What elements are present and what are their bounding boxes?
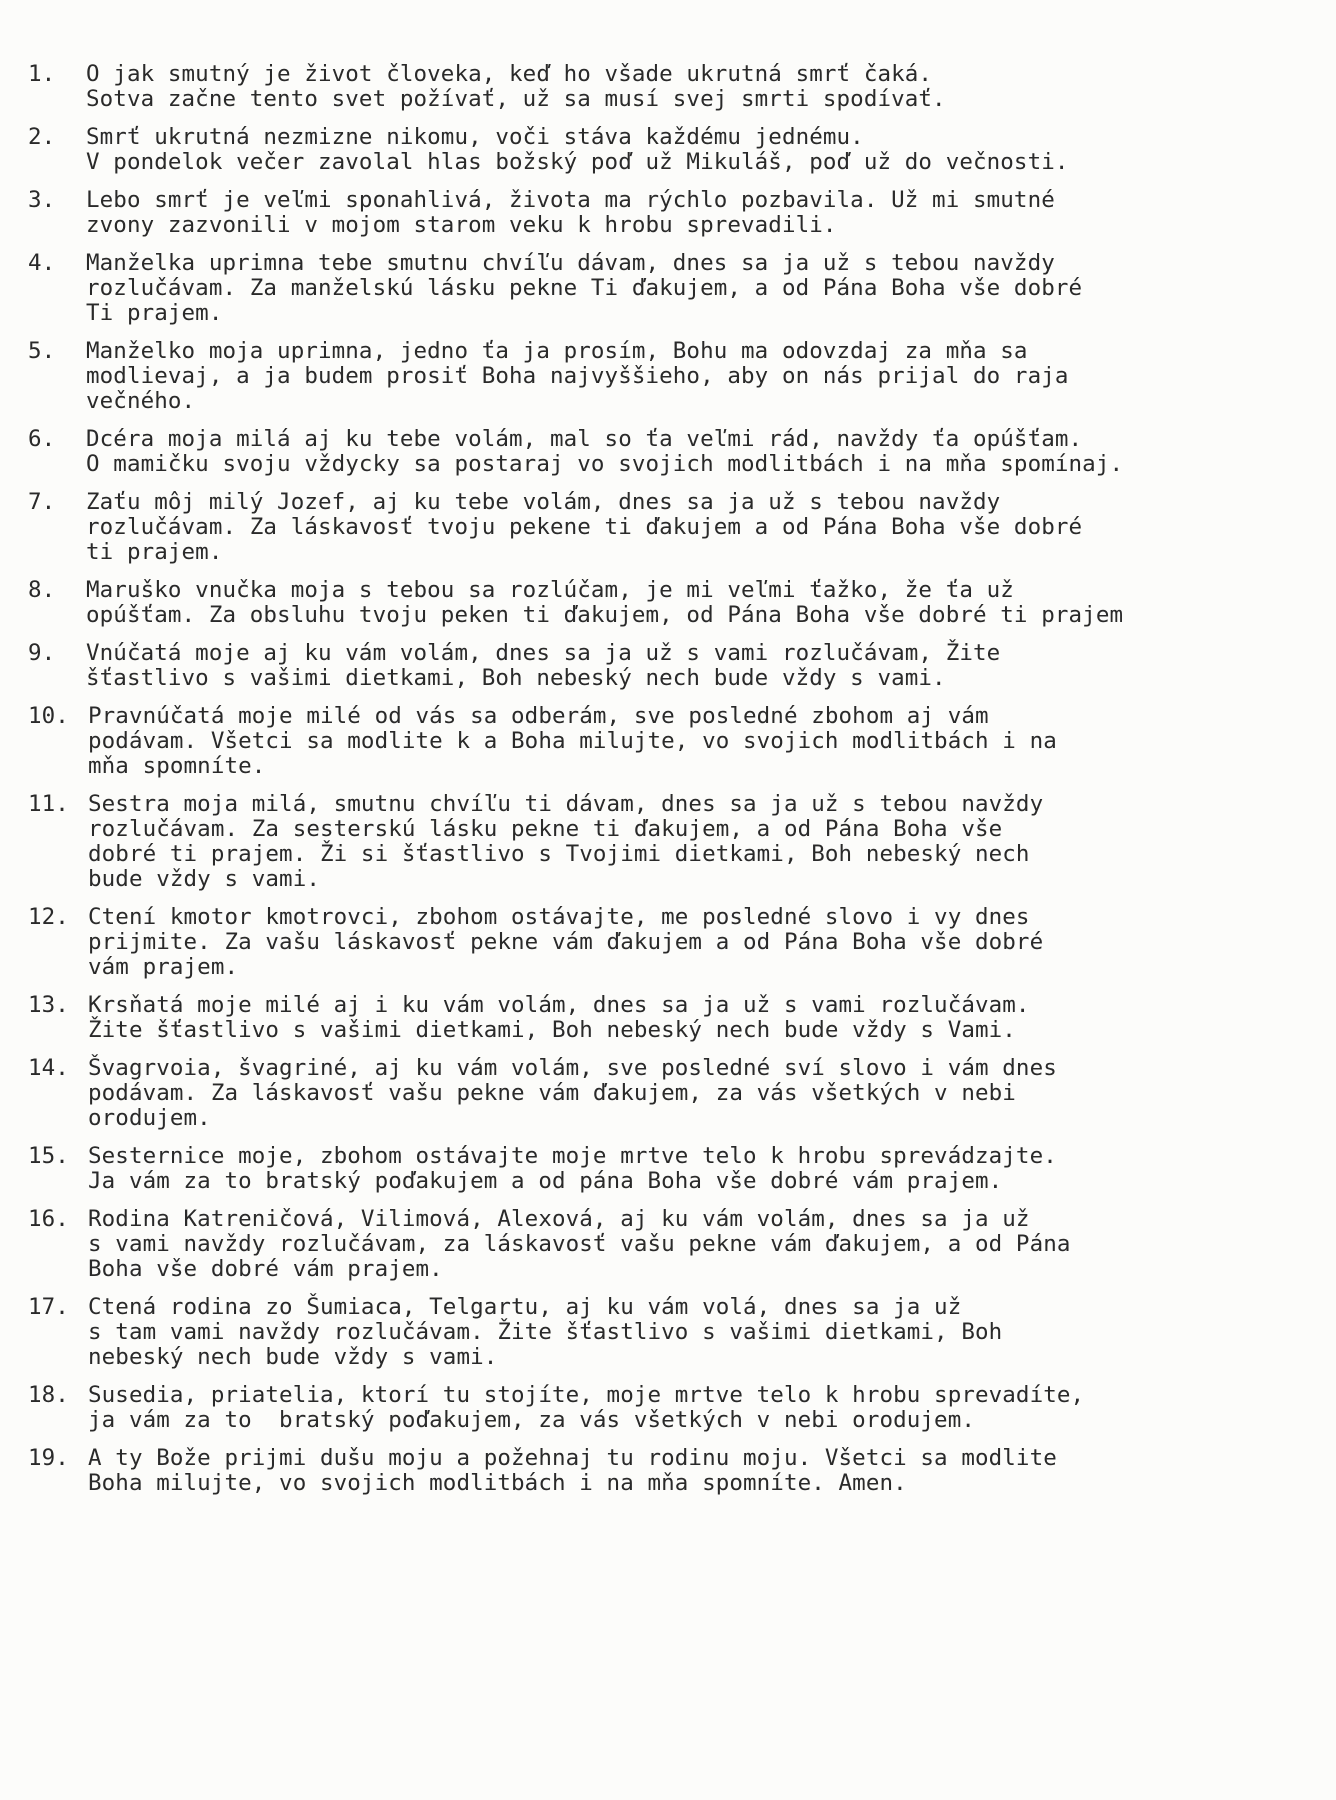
verse-line: Dcéra moja milá aj ku tebe volám, mal so ťa veľmi rád, navždy ťa opúšťam.: [86, 426, 1083, 452]
verse-line: Zaťu môj milý Jozef, aj ku tebe volám, dnes sa ja už s tebou navždy: [86, 489, 1001, 515]
verse-item: [28, 125, 1328, 175]
verse-number: 6.: [28, 426, 56, 452]
verse-line: Sesternice moje, zbohom ostávajte moje mrtve telo k hrobu sprevádzajte.: [88, 1143, 1057, 1169]
verse-line: Smrť ukrutná nezmizne nikomu, voči stáva každému jednému.: [86, 124, 864, 150]
verse-list: [28, 62, 1328, 1509]
verse-item: [28, 188, 1328, 238]
verse-number: 11.: [28, 791, 69, 817]
verse-line: nebeský nech bude vždy s vami.: [88, 1344, 498, 1370]
verse-line: s vami navždy rozlučávam, za láskavosť vašu pekne vám ďakujem, a od Pána: [88, 1231, 1071, 1257]
verse-line: podávam. Všetci sa modlite k a Boha milujte, vo svojich modlitbách i na: [88, 728, 1057, 754]
verse-line: zvony zazvonili v mojom starom veku k hrobu sprevadili.: [86, 212, 837, 238]
verse-line: O mamičku svoju vždycky sa postaraj vo svojich modlitbách i na mňa spomínaj.: [86, 451, 1124, 477]
verse-number: 9.: [28, 640, 56, 666]
verse-item: [28, 578, 1328, 628]
verse-number: 10.: [28, 703, 69, 729]
verse-number: 2.: [28, 124, 56, 150]
verse-line: modlievaj, a ja budem prosiť Boha najvyššieho, aby on nás prijal do raja: [86, 363, 1069, 389]
verse-line: Vnúčatá moje aj ku vám volám, dnes sa ja už s vami rozlučávam, Žite: [86, 640, 1001, 666]
verse-item: [28, 490, 1328, 565]
verse-line: rozlučávam. Za sesterskú lásku pekne ti ďakujem, a od Pána Boha vše: [88, 816, 1003, 842]
verse-number: 14.: [28, 1055, 69, 1081]
verse-line: s tam vami navždy rozlučávam. Žite šťastlivo s vašimi dietkami, Boh: [88, 1319, 1003, 1345]
verse-line: opúšťam. Za obsluhu tvoju peken ti ďakujem, od Pána Boha vše dobré ti prajem: [86, 602, 1124, 628]
verse-number: 17.: [28, 1294, 69, 1320]
verse-line: Ti prajem.: [86, 300, 223, 326]
verse-item: [28, 339, 1328, 414]
verse-line: Švagrvoia, švagriné, aj ku vám volám, sve posledné sví slovo i vám dnes: [88, 1055, 1057, 1081]
verse-item: [28, 251, 1328, 326]
verse-line: orodujem.: [88, 1105, 211, 1131]
verse-line: Susedia, priatelia, ktorí tu stojíte, moje mrtve telo k hrobu sprevadíte,: [88, 1382, 1085, 1408]
verse-item: [28, 792, 1328, 892]
verse-line: Rodina Katreničová, Vilimová, Alexová, aj ku vám volám, dnes sa ja už: [88, 1206, 1030, 1232]
verse-line: dobré ti prajem. Ži si šťastlivo s Tvojimi dietkami, Boh nebeský nech: [88, 841, 1030, 867]
verse-number: 3.: [28, 187, 56, 213]
verse-item: [28, 427, 1328, 477]
verse-line: Boha vše dobré vám prajem.: [88, 1256, 443, 1282]
verse-item: [28, 905, 1328, 980]
verse-line: Ctení kmotor kmotrovci, zbohom ostávajte, me posledné slovo i vy dnes: [88, 904, 1030, 930]
verse-line: Sestra moja milá, smutnu chvíľu ti dávam, dnes sa ja už s tebou navždy: [88, 791, 1044, 817]
verse-line: Maruško vnučka moja s tebou sa rozlúčam, je mi veľmi ťažko, že ťa už: [86, 577, 1014, 603]
verse-number: 1.: [28, 61, 56, 87]
verse-item: [28, 1207, 1328, 1282]
verse-number: 13.: [28, 992, 69, 1018]
verse-number: 7.: [28, 489, 56, 515]
verse-line: ti prajem.: [86, 539, 223, 565]
verse-item: [28, 704, 1328, 779]
verse-number: 8.: [28, 577, 56, 603]
verse-line: večného.: [86, 388, 196, 414]
verse-number: 19.: [28, 1445, 69, 1471]
verse-item: [28, 1144, 1328, 1194]
verse-item: [28, 641, 1328, 691]
verse-line: A ty Bože prijmi dušu moju a požehnaj tu rodinu moju. Všetci sa modlite: [88, 1445, 1057, 1471]
verse-line: mňa spomníte.: [88, 753, 266, 779]
verse-number: 15.: [28, 1143, 69, 1169]
verse-line: O jak smutný je život človeka, keď ho všade ukrutná smrť čaká.: [86, 61, 933, 87]
verse-number: 18.: [28, 1382, 69, 1408]
verse-number: 5.: [28, 338, 56, 364]
verse-line: Manželko moja uprimna, jedno ťa ja prosím, Bohu ma odovzdaj za mňa sa: [86, 338, 1028, 364]
verse-line: Krsňatá moje milé aj i ku vám volám, dnes sa ja už s vami rozlučávam.: [88, 992, 1030, 1018]
verse-number: 12.: [28, 904, 69, 930]
verse-line: podávam. Za láskavosť vašu pekne vám ďakujem, za vás všetkých v nebi: [88, 1080, 1016, 1106]
verse-line: Ja vám za to bratský poďakujem a od pána Boha vše dobré vám prajem.: [88, 1168, 1003, 1194]
verse-item: [28, 993, 1328, 1043]
verse-item: [28, 62, 1328, 112]
verse-line: Boha milujte, vo svojich modlitbách i na mňa spomníte. Amen.: [88, 1470, 907, 1496]
verse-number: 4.: [28, 250, 56, 276]
verse-line: vám prajem.: [88, 954, 239, 980]
verse-line: rozlučávam. Za manželskú lásku pekne Ti ďakujem, a od Pána Boha vše dobré: [86, 275, 1083, 301]
verse-item: [28, 1295, 1328, 1370]
verse-line: Žite šťastlivo s vašimi dietkami, Boh nebeský nech bude vždy s Vami.: [88, 1017, 1016, 1043]
verse-number: 16.: [28, 1206, 69, 1232]
verse-line: Manželka uprimna tebe smutnu chvíľu dávam, dnes sa ja už s tebou navždy: [86, 250, 1055, 276]
verse-line: rozlučávam. Za láskavosť tvoju pekene ti ďakujem a od Pána Boha vše dobré: [86, 514, 1083, 540]
verse-item: [28, 1446, 1328, 1496]
verse-line: Lebo smrť je veľmi sponahlivá, života ma rýchlo pozbavila. Už mi smutné: [86, 187, 1055, 213]
verse-line: Pravnúčatá moje milé od vás sa odberám, sve posledné zbohom aj vám: [88, 703, 989, 729]
verse-item: [28, 1383, 1328, 1433]
verse-line: ja vám za to bratský poďakujem, za vás všetkých v nebi orodujem.: [88, 1407, 975, 1433]
verse-line: V pondelok večer zavolal hlas božský poď už Mikuláš, poď už do večnosti.: [86, 149, 1069, 175]
verse-line: šťastlivo s vašimi dietkami, Boh nebeský nech bude vždy s vami.: [86, 665, 946, 691]
verse-line: Ctená rodina zo Šumiaca, Telgartu, aj ku vám volá, dnes sa ja už: [88, 1294, 962, 1320]
verse-line: prijmite. Za vašu láskavosť pekne vám ďakujem a od Pána Boha vše dobré: [88, 929, 1044, 955]
verse-line: Sotva začne tento svet požívať, už sa musí svej smrti spodívať.: [86, 86, 946, 112]
verse-item: [28, 1056, 1328, 1131]
verse-line: bude vždy s vami.: [88, 866, 320, 892]
